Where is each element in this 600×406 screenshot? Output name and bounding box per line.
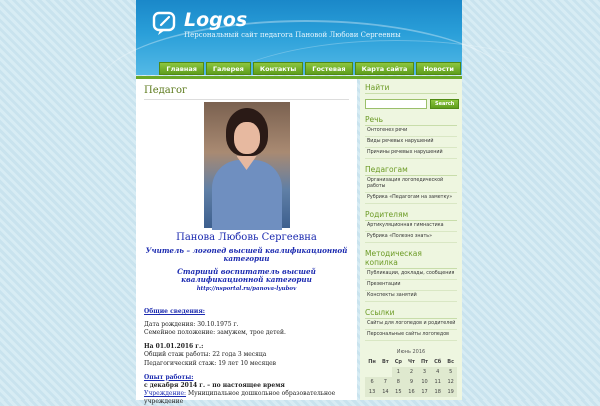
page-title: Педагог [144, 85, 349, 100]
sidebar-link[interactable]: Организация логопедической работы [365, 176, 457, 193]
nav-item[interactable]: Карта сайта [355, 62, 415, 75]
sidebar-link[interactable]: Причины речевых нарушений [365, 148, 457, 159]
photo-face [234, 122, 260, 154]
photo-suit [212, 160, 282, 230]
calendar-day[interactable]: 13 [365, 387, 379, 397]
sidebar-link[interactable]: Онтогенез речи [365, 126, 457, 137]
sidebar-link[interactable]: Конспекты занятий [365, 291, 457, 302]
logo-icon[interactable] [152, 10, 178, 36]
sidebar-heading: Речь [365, 115, 457, 126]
work-period-label: с декабря 2014 г. – по настоящее время [144, 381, 285, 389]
search-heading: Найти [365, 83, 457, 94]
nav-item[interactable]: Новости [416, 62, 461, 75]
search-button[interactable]: Search [430, 99, 459, 109]
sidebar-link[interactable]: Артикуляционная гимнастика [365, 221, 457, 232]
teacher-role-1: Учитель – логопед высшей квалификационной категории [145, 246, 348, 264]
nav-item[interactable]: Контакты [253, 62, 303, 75]
search-input[interactable] [365, 99, 427, 109]
teacher-role-2: Старший воспитатель высшей квалификационной категории [177, 266, 316, 284]
institution-value: Муниципальное дошкольное образовательное учреждение [144, 389, 336, 405]
calendar-day[interactable]: 1 [392, 367, 405, 377]
calendar-title: Июнь 2016 [396, 348, 426, 355]
calendar-header-row [365, 357, 457, 367]
calendar-day[interactable]: 2 [405, 367, 418, 377]
calendar-weekday: Чт [408, 358, 415, 365]
calendar-day[interactable]: 3 [418, 367, 431, 377]
teacher-name: Панова Любовь Сергеевна [176, 232, 317, 243]
sidebar-link[interactable]: Персональные сайты логопедов [365, 330, 457, 341]
calendar-day[interactable]: 17 [418, 387, 431, 397]
calendar-weekday: Ср [394, 358, 402, 365]
work-period [144, 382, 349, 390]
sidebar-link[interactable]: Виды речевых нарушений [365, 137, 457, 148]
family-status: Семейное положение: замужем, трое детей. [144, 329, 286, 337]
work-experience-heading [144, 374, 349, 382]
sidebar-link[interactable]: Презентации [365, 280, 457, 291]
calendar-day[interactable]: 6 [365, 377, 379, 387]
teacher-photo [204, 102, 290, 228]
calendar-day[interactable]: 9 [405, 377, 418, 387]
sidebar-heading: Методическая копилка [365, 249, 457, 269]
calendar-day[interactable]: 7 [379, 377, 391, 387]
sidebar-link[interactable]: Рубрика «Педагогам на заметку» [365, 193, 457, 204]
calendar-day[interactable]: 4 [431, 367, 444, 377]
site-subtitle: Персональный сайт педагога Пановой Любови Сергеевны [184, 31, 401, 39]
nav-item[interactable]: Галерея [206, 62, 251, 75]
as-of-date [144, 343, 349, 351]
sidebar-link[interactable]: Рубрика «Полезно знать» [365, 232, 457, 243]
calendar-day[interactable]: 18 [431, 387, 444, 397]
calendar-weekday: Сб [434, 358, 442, 365]
sidebar-heading: Ссылки [365, 308, 457, 319]
total-experience: Общий стаж работы: 22 года 3 месяца [144, 351, 267, 359]
calendar-day [379, 367, 391, 377]
institution-line [144, 390, 349, 406]
sidebar-heading: Родителям [365, 210, 457, 221]
calendar-weekday: Пн [368, 358, 376, 365]
nav-item[interactable]: Главная [159, 62, 203, 75]
as-of-label: На 01.01.2016 г.: [144, 343, 204, 351]
sidebar-link[interactable]: Сайты для логопедов и родителей [365, 319, 457, 330]
nav-item[interactable]: Гостевая [305, 62, 352, 75]
general-info-heading: Общие сведения: [144, 308, 206, 316]
nav-items [159, 62, 461, 75]
calendar-day[interactable]: 11 [431, 377, 444, 387]
calendar-day[interactable]: 15 [392, 387, 405, 397]
site-title[interactable]: Logos [184, 9, 248, 31]
calendar-weekday: Вс [447, 358, 455, 365]
calendar-day[interactable]: 12 [444, 377, 457, 387]
calendar-day[interactable]: 8 [392, 377, 405, 387]
search-form [365, 99, 457, 109]
calendar-weekday: Вт [382, 358, 389, 365]
calendar-day[interactable]: 5 [444, 367, 457, 377]
portfolio-link[interactable]: http://nsportal.ru/panova-lyubov [196, 286, 297, 293]
institution-label: Учреждение: [144, 389, 187, 397]
work-heading-label: Опыт работы: [144, 373, 194, 381]
sidebar [360, 79, 462, 400]
birth-date: Дата рождения: 30.10.1975 г. [144, 321, 239, 329]
calendar [365, 357, 457, 397]
sidebar-heading: Педагогам [365, 165, 457, 176]
calendar-week-row [365, 367, 457, 377]
main-nav [136, 60, 462, 76]
calendar-day[interactable]: 16 [405, 387, 418, 397]
calendar-weekday: Пт [420, 358, 429, 365]
calendar-day[interactable]: 10 [418, 377, 431, 387]
main-content [136, 79, 357, 405]
teaching-experience: Педагогический стаж: 19 лет 10 месяцев [144, 359, 277, 367]
calendar-day [365, 367, 379, 377]
sidebar-link[interactable]: Публикации, доклады, сообщения [365, 269, 457, 280]
calendar-day[interactable]: 14 [379, 387, 391, 397]
calendar-day[interactable]: 19 [444, 387, 457, 397]
sidebar-sections [365, 115, 457, 341]
calendar-week-row [365, 377, 457, 387]
calendar-week-row [365, 387, 457, 397]
